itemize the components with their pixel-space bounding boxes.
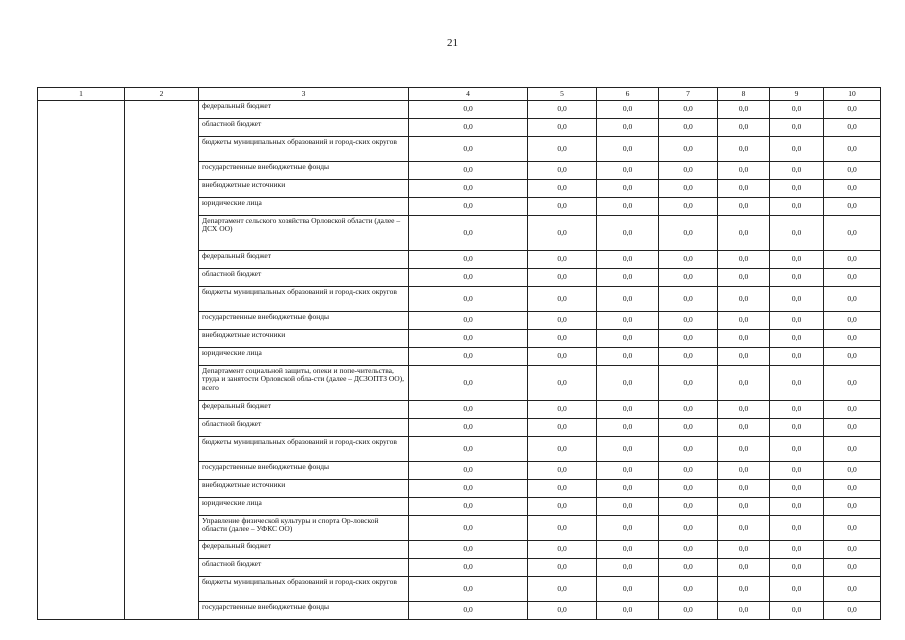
- budget-table: [37, 87, 881, 620]
- value-cell: 0,0: [718, 462, 770, 480]
- value-cell: 0,0: [770, 162, 824, 180]
- value-cell: 0,0: [659, 462, 718, 480]
- column-header: 9: [770, 88, 824, 101]
- value-cell: 0,0: [770, 480, 824, 498]
- page-number: 21: [447, 37, 458, 49]
- value-cell: 0,0: [718, 366, 770, 401]
- value-cell: 0,0: [659, 366, 718, 401]
- value-cell: 0,0: [824, 251, 881, 269]
- value-cell: 0,0: [770, 312, 824, 330]
- value-cell: 0,0: [528, 541, 597, 559]
- value-cell: 0,0: [770, 366, 824, 401]
- value-cell: 0,0: [409, 559, 528, 577]
- column-header: 4: [409, 88, 528, 101]
- value-cell: 0,0: [824, 312, 881, 330]
- value-cell: 0,0: [528, 216, 597, 251]
- value-cell: 0,0: [659, 437, 718, 462]
- row-label: внебюджетные источники: [199, 330, 409, 348]
- value-cell: 0,0: [718, 330, 770, 348]
- value-cell: 0,0: [597, 198, 659, 216]
- value-cell: 0,0: [659, 559, 718, 577]
- value-cell: 0,0: [718, 137, 770, 162]
- row-label: государственные внебюджетные фонды: [199, 312, 409, 330]
- row-label: областной бюджет: [199, 269, 409, 287]
- value-cell: 0,0: [824, 348, 881, 366]
- value-cell: 0,0: [528, 269, 597, 287]
- value-cell: 0,0: [597, 119, 659, 137]
- value-cell: 0,0: [770, 101, 824, 119]
- value-cell: 0,0: [528, 437, 597, 462]
- value-cell: 0,0: [409, 137, 528, 162]
- row-label: бюджеты муниципальных образований и город-ских округов: [199, 577, 409, 602]
- column-header: 7: [659, 88, 718, 101]
- value-cell: 0,0: [659, 287, 718, 312]
- value-cell: 0,0: [770, 251, 824, 269]
- value-cell: 0,0: [718, 198, 770, 216]
- row-label: юридические лица: [199, 348, 409, 366]
- value-cell: 0,0: [528, 480, 597, 498]
- value-cell: 0,0: [409, 101, 528, 119]
- value-cell: 0,0: [409, 180, 528, 198]
- value-cell: 0,0: [824, 119, 881, 137]
- value-cell: 0,0: [770, 516, 824, 541]
- value-cell: 0,0: [718, 419, 770, 437]
- value-cell: 0,0: [528, 348, 597, 366]
- value-cell: 0,0: [718, 216, 770, 251]
- value-cell: 0,0: [597, 419, 659, 437]
- column-header: 5: [528, 88, 597, 101]
- value-cell: 0,0: [597, 437, 659, 462]
- row-label: федеральный бюджет: [199, 401, 409, 419]
- value-cell: 0,0: [770, 577, 824, 602]
- value-cell: 0,0: [824, 480, 881, 498]
- value-cell: 0,0: [770, 330, 824, 348]
- value-cell: 0,0: [528, 602, 597, 620]
- row-label: внебюджетные источники: [199, 480, 409, 498]
- row-label: государственные внебюджетные фонды: [199, 462, 409, 480]
- value-cell: 0,0: [597, 559, 659, 577]
- value-cell: 0,0: [597, 516, 659, 541]
- value-cell: 0,0: [659, 119, 718, 137]
- value-cell: 0,0: [770, 401, 824, 419]
- value-cell: 0,0: [770, 269, 824, 287]
- value-cell: 0,0: [659, 137, 718, 162]
- column-header: 8: [718, 88, 770, 101]
- value-cell: 0,0: [824, 216, 881, 251]
- value-cell: 0,0: [824, 419, 881, 437]
- value-cell: 0,0: [528, 577, 597, 602]
- value-cell: 0,0: [718, 180, 770, 198]
- value-cell: 0,0: [718, 312, 770, 330]
- value-cell: 0,0: [770, 419, 824, 437]
- value-cell: 0,0: [528, 312, 597, 330]
- value-cell: 0,0: [597, 401, 659, 419]
- value-cell: 0,0: [770, 180, 824, 198]
- value-cell: 0,0: [528, 251, 597, 269]
- value-cell: 0,0: [528, 119, 597, 137]
- value-cell: 0,0: [659, 516, 718, 541]
- value-cell: 0,0: [770, 559, 824, 577]
- value-cell: 0,0: [824, 101, 881, 119]
- value-cell: 0,0: [824, 602, 881, 620]
- col2-cell: [125, 101, 199, 620]
- value-cell: 0,0: [659, 101, 718, 119]
- value-cell: 0,0: [528, 516, 597, 541]
- value-cell: 0,0: [824, 287, 881, 312]
- value-cell: 0,0: [409, 516, 528, 541]
- value-cell: 0,0: [718, 348, 770, 366]
- value-cell: 0,0: [597, 480, 659, 498]
- value-cell: 0,0: [659, 348, 718, 366]
- value-cell: 0,0: [659, 602, 718, 620]
- row-label: федеральный бюджет: [199, 101, 409, 119]
- value-cell: 0,0: [718, 437, 770, 462]
- value-cell: 0,0: [597, 101, 659, 119]
- value-cell: 0,0: [770, 462, 824, 480]
- value-cell: 0,0: [718, 541, 770, 559]
- value-cell: 0,0: [528, 330, 597, 348]
- value-cell: 0,0: [770, 498, 824, 516]
- value-cell: 0,0: [770, 198, 824, 216]
- value-cell: 0,0: [409, 366, 528, 401]
- value-cell: 0,0: [409, 480, 528, 498]
- column-header: 10: [824, 88, 881, 101]
- value-cell: 0,0: [718, 577, 770, 602]
- value-cell: 0,0: [409, 216, 528, 251]
- value-cell: 0,0: [659, 162, 718, 180]
- row-label: Департамент сельского хозяйства Орловской области (далее – ДСХ ОО): [199, 216, 409, 251]
- value-cell: 0,0: [528, 419, 597, 437]
- value-cell: 0,0: [824, 162, 881, 180]
- value-cell: 0,0: [409, 437, 528, 462]
- value-cell: 0,0: [718, 251, 770, 269]
- value-cell: 0,0: [770, 437, 824, 462]
- value-cell: 0,0: [824, 516, 881, 541]
- value-cell: 0,0: [824, 269, 881, 287]
- value-cell: 0,0: [659, 312, 718, 330]
- value-cell: 0,0: [659, 180, 718, 198]
- row-label: бюджеты муниципальных образований и город-ских округов: [199, 437, 409, 462]
- value-cell: 0,0: [409, 269, 528, 287]
- value-cell: 0,0: [528, 498, 597, 516]
- row-label: федеральный бюджет: [199, 251, 409, 269]
- value-cell: 0,0: [718, 101, 770, 119]
- value-cell: 0,0: [770, 602, 824, 620]
- value-cell: 0,0: [409, 251, 528, 269]
- value-cell: 0,0: [597, 348, 659, 366]
- value-cell: 0,0: [597, 251, 659, 269]
- value-cell: 0,0: [824, 541, 881, 559]
- value-cell: 0,0: [597, 366, 659, 401]
- value-cell: 0,0: [659, 216, 718, 251]
- row-label: федеральный бюджет: [199, 541, 409, 559]
- value-cell: 0,0: [409, 498, 528, 516]
- value-cell: 0,0: [718, 498, 770, 516]
- row-label: областной бюджет: [199, 119, 409, 137]
- value-cell: 0,0: [597, 330, 659, 348]
- value-cell: 0,0: [659, 541, 718, 559]
- value-cell: 0,0: [659, 401, 718, 419]
- value-cell: 0,0: [824, 559, 881, 577]
- value-cell: 0,0: [659, 577, 718, 602]
- value-cell: 0,0: [528, 559, 597, 577]
- value-cell: 0,0: [718, 401, 770, 419]
- row-label: юридические лица: [199, 198, 409, 216]
- value-cell: 0,0: [824, 462, 881, 480]
- column-header: 1: [38, 88, 125, 101]
- value-cell: 0,0: [597, 577, 659, 602]
- row-label: областной бюджет: [199, 419, 409, 437]
- table-row: [38, 101, 881, 119]
- value-cell: 0,0: [528, 180, 597, 198]
- value-cell: 0,0: [770, 541, 824, 559]
- value-cell: 0,0: [409, 462, 528, 480]
- value-cell: 0,0: [409, 602, 528, 620]
- value-cell: 0,0: [528, 101, 597, 119]
- value-cell: 0,0: [718, 516, 770, 541]
- value-cell: 0,0: [718, 287, 770, 312]
- value-cell: 0,0: [409, 419, 528, 437]
- value-cell: 0,0: [597, 602, 659, 620]
- value-cell: 0,0: [409, 162, 528, 180]
- value-cell: 0,0: [824, 401, 881, 419]
- value-cell: 0,0: [528, 462, 597, 480]
- value-cell: 0,0: [409, 330, 528, 348]
- value-cell: 0,0: [528, 162, 597, 180]
- value-cell: 0,0: [409, 119, 528, 137]
- value-cell: 0,0: [824, 180, 881, 198]
- value-cell: 0,0: [824, 137, 881, 162]
- value-cell: 0,0: [824, 198, 881, 216]
- header-row: [38, 88, 881, 101]
- value-cell: 0,0: [597, 180, 659, 198]
- value-cell: 0,0: [718, 119, 770, 137]
- value-cell: 0,0: [659, 330, 718, 348]
- value-cell: 0,0: [528, 366, 597, 401]
- value-cell: 0,0: [824, 498, 881, 516]
- value-cell: 0,0: [718, 559, 770, 577]
- value-cell: 0,0: [659, 251, 718, 269]
- value-cell: 0,0: [409, 312, 528, 330]
- value-cell: 0,0: [659, 198, 718, 216]
- value-cell: 0,0: [659, 419, 718, 437]
- value-cell: 0,0: [597, 287, 659, 312]
- value-cell: 0,0: [770, 287, 824, 312]
- row-label: бюджеты муниципальных образований и город-ских округов: [199, 137, 409, 162]
- value-cell: 0,0: [409, 198, 528, 216]
- value-cell: 0,0: [409, 287, 528, 312]
- value-cell: 0,0: [824, 330, 881, 348]
- value-cell: 0,0: [528, 287, 597, 312]
- value-cell: 0,0: [528, 401, 597, 419]
- value-cell: 0,0: [597, 312, 659, 330]
- value-cell: 0,0: [718, 269, 770, 287]
- value-cell: 0,0: [409, 401, 528, 419]
- value-cell: 0,0: [718, 162, 770, 180]
- value-cell: 0,0: [597, 269, 659, 287]
- row-label: областной бюджет: [199, 559, 409, 577]
- value-cell: 0,0: [824, 577, 881, 602]
- value-cell: 0,0: [659, 480, 718, 498]
- value-cell: 0,0: [528, 198, 597, 216]
- row-label: бюджеты муниципальных образований и город-ских округов: [199, 287, 409, 312]
- value-cell: 0,0: [824, 437, 881, 462]
- value-cell: 0,0: [718, 480, 770, 498]
- column-header: 2: [125, 88, 199, 101]
- value-cell: 0,0: [770, 137, 824, 162]
- row-label: юридические лица: [199, 498, 409, 516]
- value-cell: 0,0: [597, 162, 659, 180]
- value-cell: 0,0: [770, 119, 824, 137]
- row-label: государственные внебюджетные фонды: [199, 162, 409, 180]
- value-cell: 0,0: [718, 602, 770, 620]
- value-cell: 0,0: [659, 269, 718, 287]
- row-label: Департамент социальной защиты, опеки и попе-чительства, труда и занятости Орловской обла-сти (далее – ДСЗОПТЗ ОО), всего: [199, 366, 409, 401]
- value-cell: 0,0: [770, 216, 824, 251]
- row-label: Управление физической культуры и спорта Ор-ловской области (далее – УФКС ОО): [199, 516, 409, 541]
- value-cell: 0,0: [597, 462, 659, 480]
- value-cell: 0,0: [597, 541, 659, 559]
- value-cell: 0,0: [770, 348, 824, 366]
- column-header: 3: [199, 88, 409, 101]
- value-cell: 0,0: [409, 348, 528, 366]
- column-header: 6: [597, 88, 659, 101]
- value-cell: 0,0: [409, 577, 528, 602]
- value-cell: 0,0: [528, 137, 597, 162]
- row-label: государственные внебюджетные фонды: [199, 602, 409, 620]
- value-cell: 0,0: [597, 498, 659, 516]
- col1-cell: [38, 101, 125, 620]
- value-cell: 0,0: [824, 366, 881, 401]
- row-label: внебюджетные источники: [199, 180, 409, 198]
- value-cell: 0,0: [597, 216, 659, 251]
- value-cell: 0,0: [409, 541, 528, 559]
- value-cell: 0,0: [597, 137, 659, 162]
- value-cell: 0,0: [659, 498, 718, 516]
